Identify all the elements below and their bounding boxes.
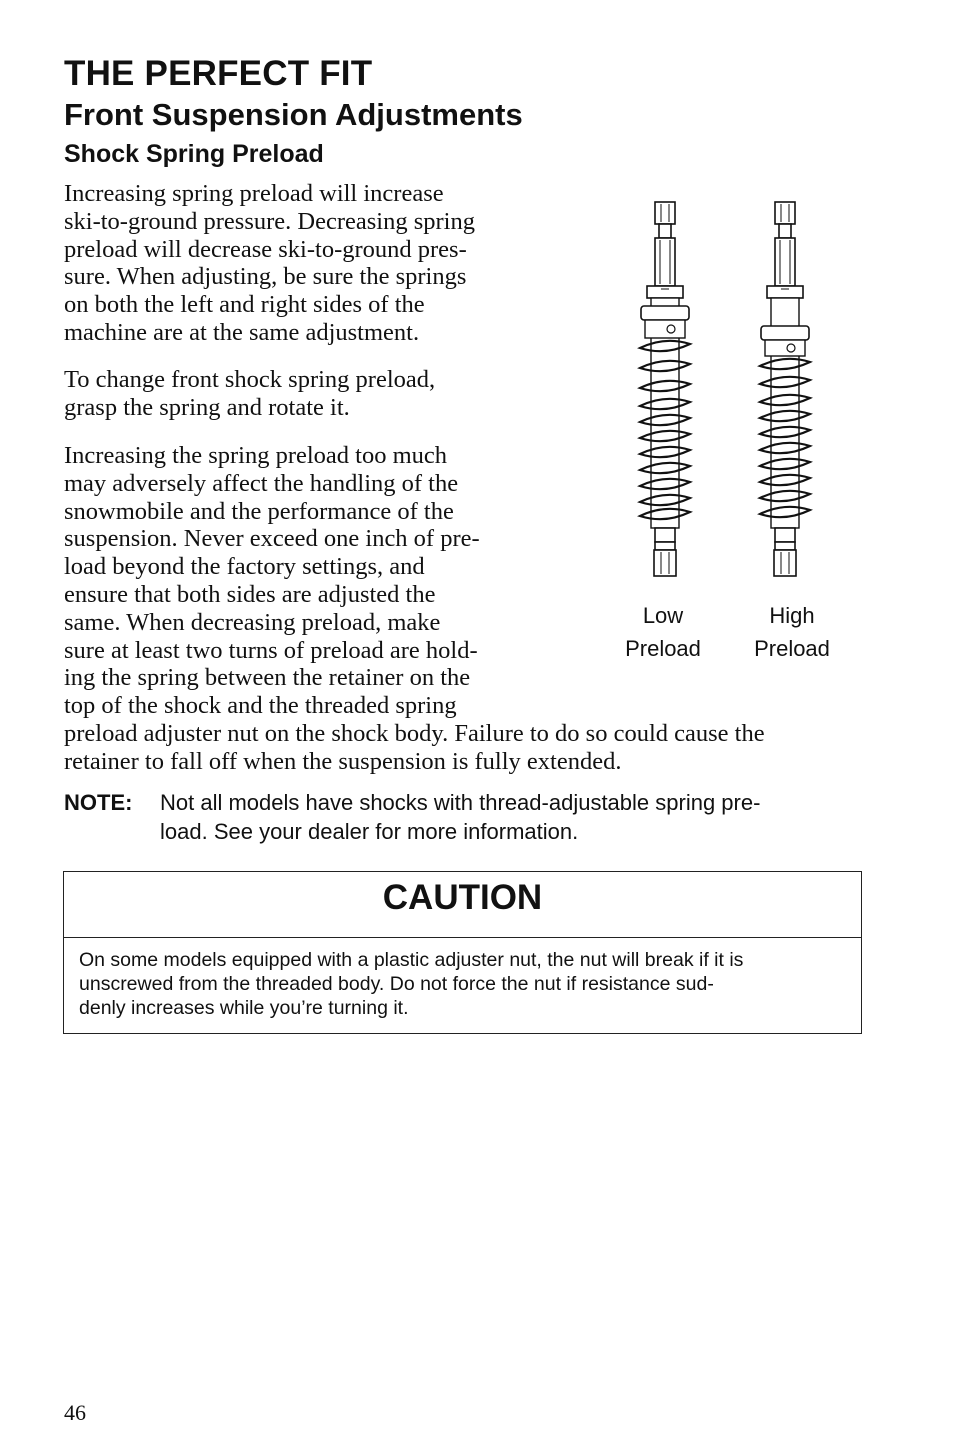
text-line: machine are at the same adjustment. — [64, 318, 420, 346]
caption-line: Preload — [625, 636, 701, 661]
subsection-heading: Shock Spring Preload — [64, 140, 324, 168]
text-line: To change front shock spring preload, — [64, 366, 436, 393]
page-number: 46 — [64, 1400, 86, 1425]
caption-low-preload — [603, 599, 723, 665]
paragraph-how-to-change — [64, 366, 435, 422]
caption-line: High — [769, 603, 815, 628]
text-line: grasp the spring and rotate it. — [64, 393, 350, 421]
paragraph-preload-effect — [64, 180, 475, 347]
text-line: ensure that both sides are adjusted the — [64, 580, 436, 608]
low-preload-shock — [640, 202, 690, 576]
text-line: suspension. Never exceed one inch of pre- — [64, 525, 480, 553]
text-line: preload will decrease ski-to-ground pres- — [64, 235, 467, 263]
text-line: may adversely affect the handling of the — [64, 469, 459, 497]
text-line: top of the shock and the threaded spring — [64, 692, 457, 720]
text-line: ing the spring between the retainer on the — [64, 664, 471, 692]
shock-illustration — [600, 190, 860, 590]
caution-line: unscrewed from the threaded body. Do not force the nut if resistance sud- — [79, 973, 714, 995]
caption-line: Preload — [754, 636, 830, 661]
high-preload-shock — [760, 202, 810, 576]
text-line: sure at least two turns of preload are hold- — [64, 636, 478, 664]
text-line: Increasing the spring preload too much — [64, 442, 448, 469]
caution-title: CAUTION — [64, 872, 861, 938]
text-line: load beyond the factory settings, and — [64, 553, 425, 581]
text-line: sure. When adjusting, be sure the springs — [64, 263, 467, 291]
caption-high-preload — [732, 599, 852, 665]
page-title: THE PERFECT FIT — [64, 54, 373, 93]
caption-line: Low — [642, 603, 684, 628]
caution-line: On some models equipped with a plastic adjuster nut, the nut will break if it is — [79, 949, 744, 971]
note-line: Not all models have shocks with thread-adjustable spring pre- — [160, 790, 761, 815]
caution-box — [63, 871, 862, 1034]
caution-body — [64, 938, 861, 1020]
text-line: ski-to-ground pressure. Decreasing spring — [64, 207, 475, 235]
note-label: NOTE: — [64, 790, 133, 815]
text-line: on both the left and right sides of the — [64, 291, 425, 319]
shock-preload-figure — [600, 190, 860, 670]
note-line: load. See your dealer for more information. — [160, 819, 579, 844]
text-line: same. When decreasing preload, make — [64, 608, 441, 636]
text-line: snowmobile and the performance of the — [64, 497, 454, 525]
caution-line: denly increases while you’re turning it. — [79, 997, 409, 1019]
text-line: preload adjuster nut on the shock body. Failure to do so could cause the — [64, 719, 765, 747]
text-line: retainer to fall off when the suspension is fully extended. — [64, 747, 622, 775]
text-line: Increasing spring preload will increase — [64, 180, 444, 207]
section-heading: Front Suspension Adjustments — [64, 97, 523, 132]
